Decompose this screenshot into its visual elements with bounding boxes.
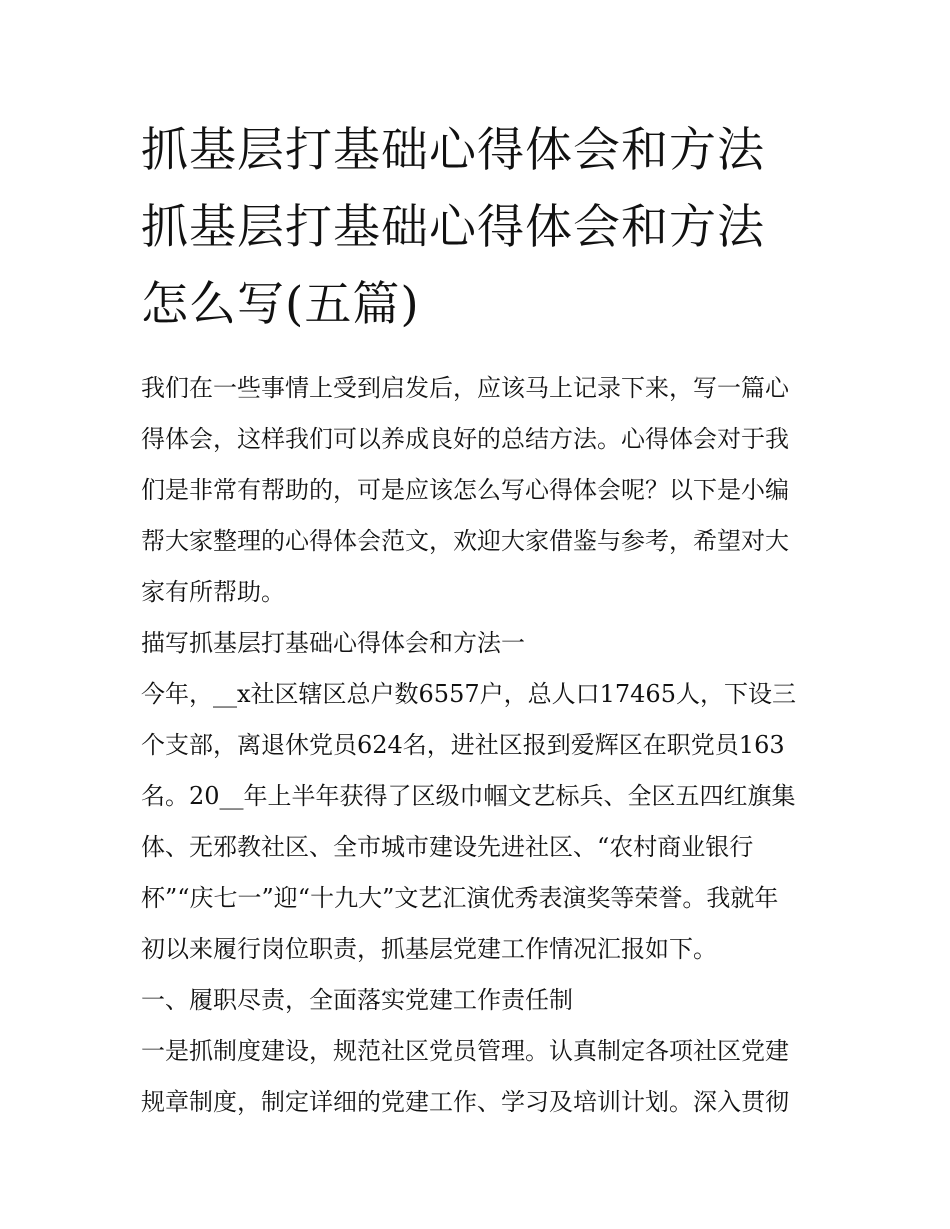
document-title — [141, 112, 813, 343]
body-line: 体、无邪教社区、全市城市建设先进社区、“农村商业银行 — [141, 833, 754, 861]
body-line: 杯”“庆七一”迎“十九大”文艺汇演优秀表演奖等荣誉。我就年 — [141, 884, 779, 912]
body-line: 我们在一些事情上受到启发后，应该马上记录下来，写一篇心 — [141, 374, 789, 402]
section-heading: 描写抓基层打基础心得体会和方法一 — [141, 629, 525, 657]
body-line: 家有所帮助。 — [141, 578, 285, 606]
body-line: 初以来履行岗位职责，抓基层党建工作情况汇报如下。 — [141, 935, 717, 963]
body-line: 规章制度，制定详细的党建工作、学习及培训计划。深入贯彻 — [141, 1088, 789, 1116]
body-line: 们是非常有帮助的，可是应该怎么写心得体会呢？以下是小编 — [141, 476, 789, 504]
body-line: 个支部，离退休党员624名，进社区报到爱辉区在职党员163 — [141, 731, 785, 759]
title-line: 抓基层打基础心得体会和方法 — [141, 200, 765, 255]
body-line: 一是抓制度建设，规范社区党员管理。认真制定各项社区党建 — [141, 1037, 789, 1065]
section-heading: 一、履职尽责，全面落实党建工作责任制 — [141, 986, 573, 1014]
body-line: 得体会，这样我们可以养成良好的总结方法。心得体会对于我 — [141, 425, 789, 453]
document-body — [141, 363, 813, 1128]
body-line: 帮大家整理的心得体会范文，欢迎大家借鉴与参考，希望对大 — [141, 527, 789, 555]
title-line: 抓基层打基础心得体会和方法 — [141, 123, 765, 178]
body-line: 名。20__年上半年获得了区级巾帼文艺标兵、全区五四红旗集 — [141, 782, 796, 810]
body-line: 今年，__x社区辖区总户数6557户，总人口17465人，下设三 — [141, 680, 796, 708]
title-line: 怎么写(五篇) — [141, 277, 420, 332]
document-page — [141, 112, 813, 1128]
